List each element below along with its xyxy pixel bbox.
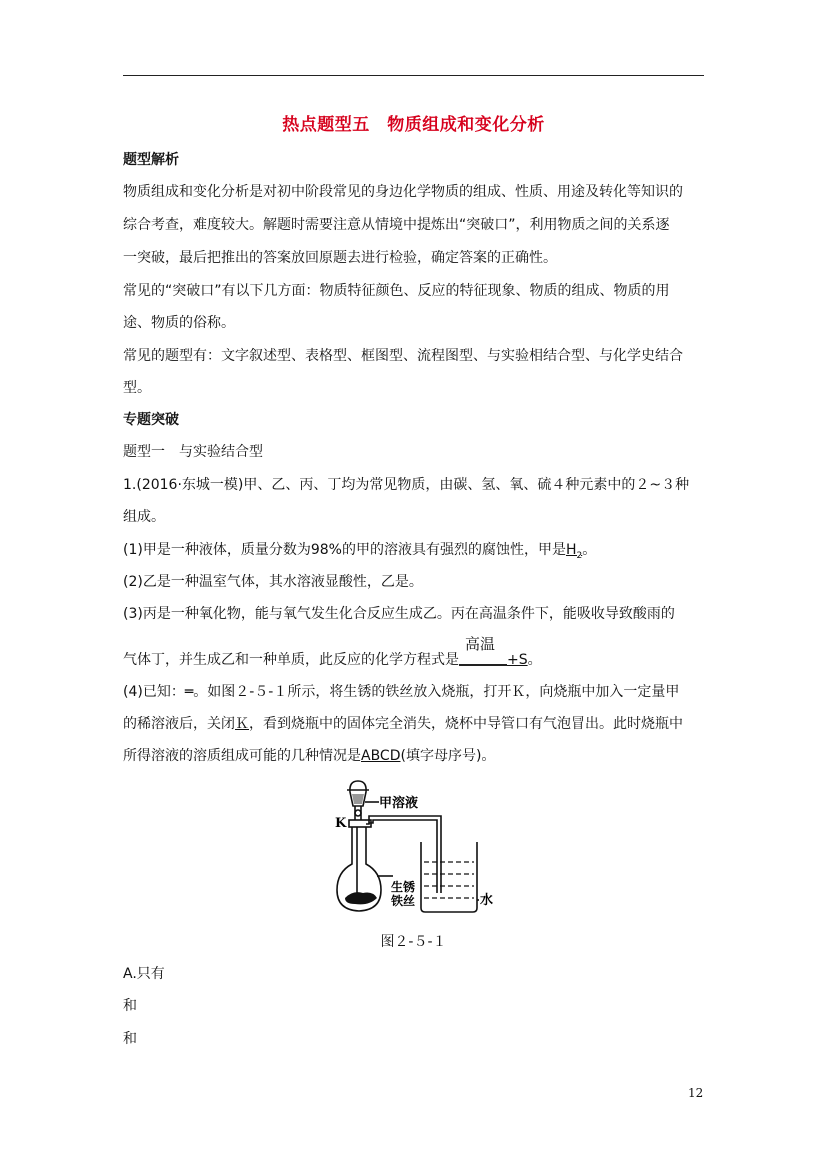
paragraph-line: 型。 bbox=[123, 380, 151, 396]
question-stem: 1.(2016·东城一模)甲、乙、丙、丁均为常见物质，由碳、氢、氧、硫４种元素中的２~３种 bbox=[123, 477, 690, 493]
subquestion-4-line3 bbox=[123, 746, 495, 766]
subquestion-text: 所得溶液的溶质组成可能的几种情况是 bbox=[123, 748, 361, 764]
rusty-iron-wire-icon bbox=[345, 892, 377, 904]
page-number: 12 bbox=[688, 1086, 704, 1100]
question-stem: 组成。 bbox=[123, 509, 165, 525]
funnel-label: 甲溶液 bbox=[379, 796, 419, 811]
paragraph-line: 综合考查，难度较大。解题时需要注意从情境中提炼出“突破口”，利用物质之间的关系逐 bbox=[123, 217, 670, 233]
subquestion-4: (4)已知：═。如图２-５-１所示，将生锈的铁丝放入烧瓶，打开Ｋ，向烧瓶中加入一定量甲 bbox=[123, 684, 680, 700]
subquestion-4-line2 bbox=[123, 714, 683, 734]
beaker-icon bbox=[421, 842, 477, 912]
subquestion-3-equation bbox=[123, 635, 542, 670]
page-title: 热点题型五 物质组成和变化分析 bbox=[282, 115, 545, 135]
paragraph-line: 一突破，最后把推出的答案放回原题去进行检验，确定答案的正确性。 bbox=[123, 250, 557, 266]
topic-heading: 专题突破 bbox=[123, 412, 179, 428]
option-b: 和 bbox=[123, 998, 137, 1014]
paragraph-line: 途、物质的俗称。 bbox=[123, 315, 235, 331]
sentence-end: 。 bbox=[527, 652, 542, 668]
water-label: 水 bbox=[480, 893, 494, 908]
answer-text: +S bbox=[507, 652, 528, 668]
rust-label: 生锈 bbox=[391, 880, 416, 894]
question-type-label: 题型一 与实验结合型 bbox=[123, 444, 263, 460]
equation-bar bbox=[459, 664, 507, 666]
condition-text: 高温 bbox=[465, 635, 496, 653]
apparatus-figure bbox=[333, 778, 503, 920]
sentence-end: (填字母序号)。 bbox=[400, 748, 496, 764]
option-a: A.只有 bbox=[123, 966, 165, 982]
subquestion-2: (2)乙是一种温室气体，其水溶液显酸性，乙是。 bbox=[123, 574, 423, 590]
valve-label: Ｋ bbox=[235, 716, 249, 732]
answer-text: H bbox=[565, 542, 577, 558]
subquestion-text: 气体丁，并生成乙和一种单质，此反应的化学方程式是 bbox=[123, 652, 459, 668]
subquestion-text: 的稀溶液后，关闭 bbox=[123, 716, 235, 732]
subquestion-text: ，看到烧瓶中的固体完全消失，烧杯中导管口有气泡冒出。此时烧瓶中 bbox=[249, 716, 683, 732]
figure-caption: 图２-５-１ bbox=[380, 934, 447, 950]
paragraph-line: 常见的“突破口”有以下几方面：物质特征颜色、反应的特征现象、物质的组成、物质的用 bbox=[123, 283, 670, 299]
funnel-stem bbox=[355, 806, 361, 820]
answer-text: ABCD bbox=[361, 748, 401, 764]
subquestion-3: (3)丙是一种氧化物，能与氧气发生化合反应生成乙。丙在高温条件下，能吸收导致酸雨的 bbox=[123, 606, 675, 622]
analysis-heading: 题型解析 bbox=[123, 152, 179, 168]
answer-subscript: 2 bbox=[576, 550, 583, 561]
subquestion-1 bbox=[123, 540, 596, 566]
answer-blank bbox=[565, 542, 583, 561]
paragraph-line: 常见的题型有：文字叙述型、表格型、框图型、流程图型、与实验相结合型、与化学史结合 bbox=[123, 348, 683, 364]
water-lines bbox=[424, 862, 474, 898]
valve-k-label: K bbox=[335, 816, 347, 831]
header-rule bbox=[123, 75, 704, 76]
option-c: 和 bbox=[123, 1031, 137, 1047]
wire-label: 铁丝 bbox=[391, 894, 416, 908]
subquestion-text: (1)甲是一种液体，质量分数为98%的甲的溶液具有强烈的腐蚀性，甲是 bbox=[123, 542, 566, 558]
paragraph-line: 物质组成和变化分析是对初中阶段常见的身边化学物质的组成、性质、用途及转化等知识的 bbox=[123, 184, 683, 200]
reaction-condition bbox=[459, 635, 507, 670]
sentence-end: 。 bbox=[582, 542, 597, 558]
